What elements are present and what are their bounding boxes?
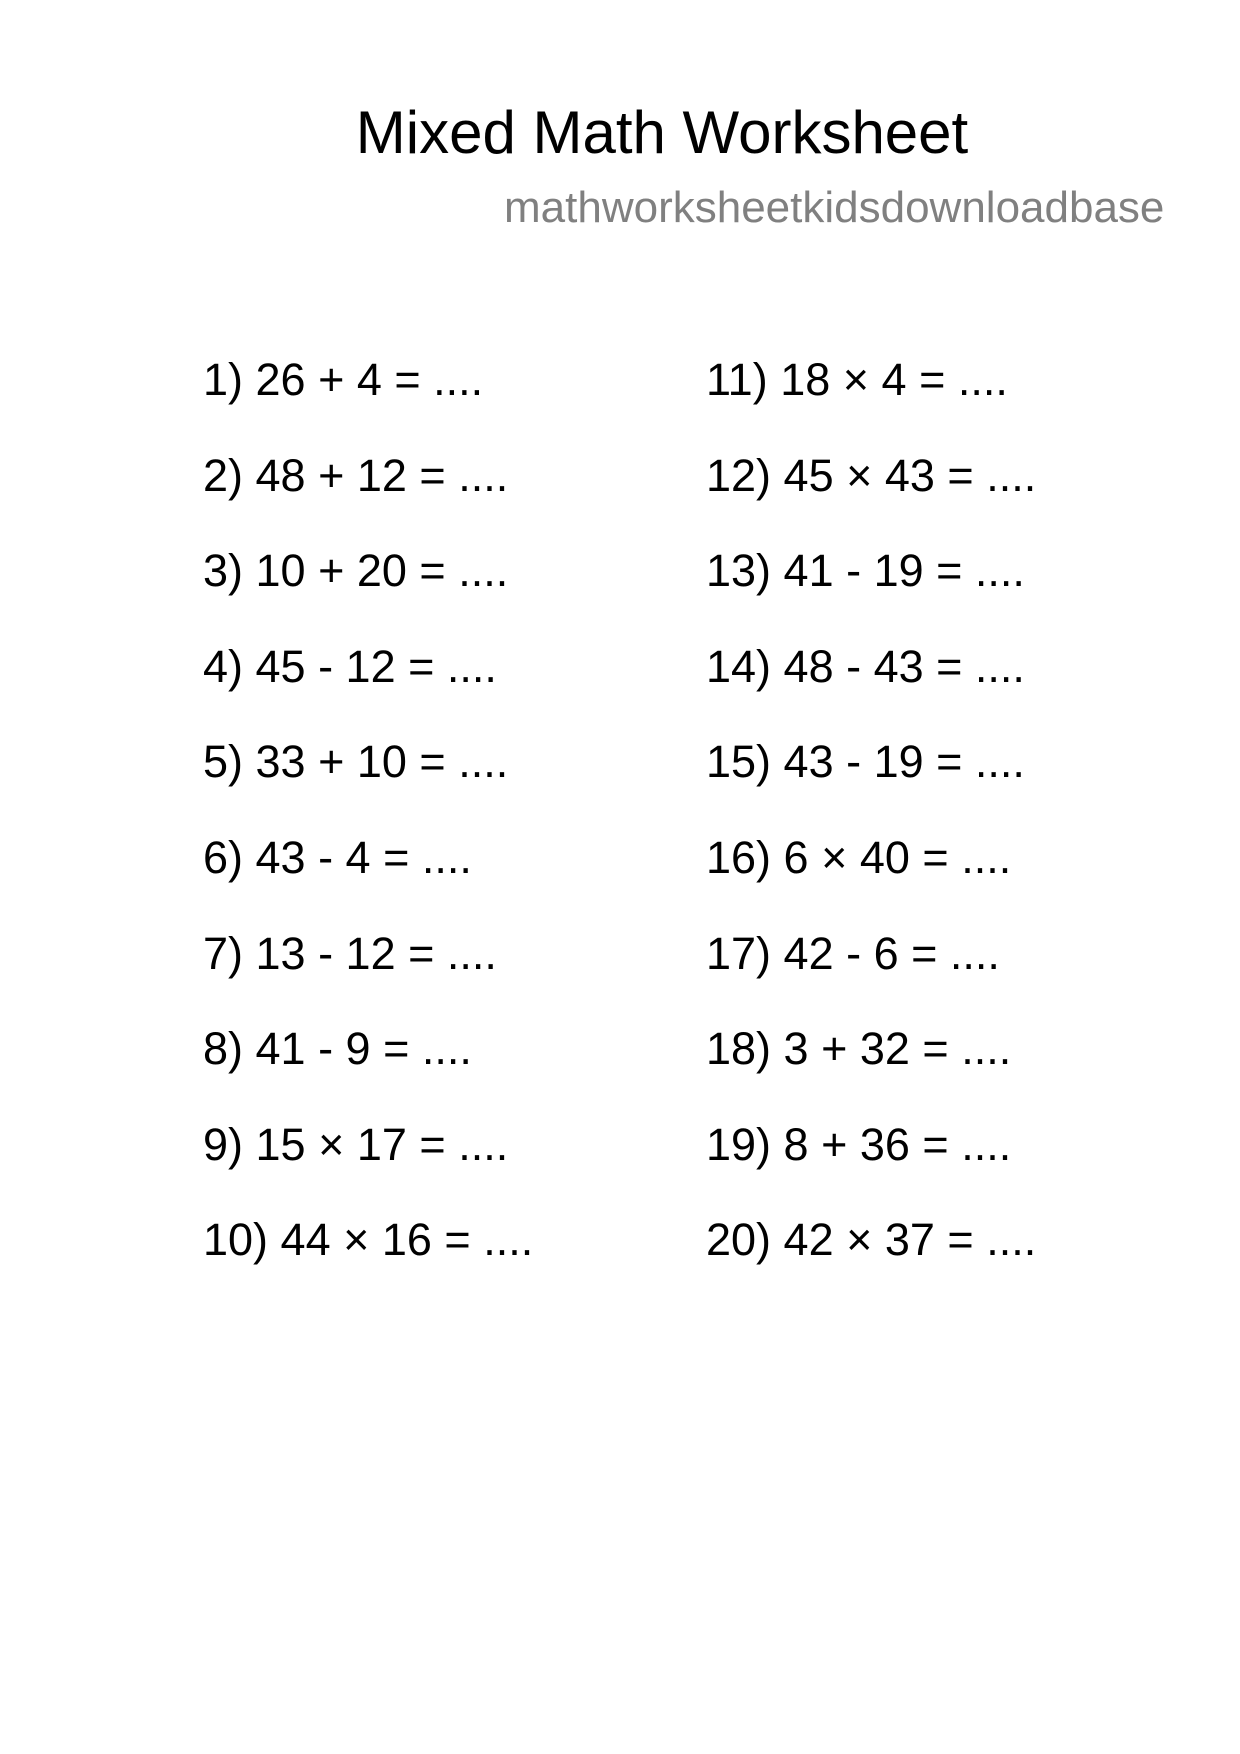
problem-item: 12) 45 × 43 = .... — [706, 449, 1037, 501]
problem-item: 13) 41 - 19 = .... — [706, 545, 1025, 597]
problem-item: 18) 3 + 32 = .... — [706, 1023, 1012, 1075]
problem-item: 1) 26 + 4 = .... — [203, 354, 484, 405]
problem-item: 17) 42 - 6 = .... — [706, 927, 1000, 979]
problem-item: 19) 8 + 36 = .... — [706, 1118, 1012, 1170]
problem-item: 5) 33 + 10 = .... — [203, 736, 509, 788]
problem-item: 10) 44 × 16 = .... — [203, 1214, 534, 1266]
problems-column-right — [706, 352, 1036, 1308]
worksheet-title: Mixed Math Worksheet — [355, 99, 969, 166]
problem-item: 16) 6 × 40 = .... — [706, 831, 1012, 883]
worksheet-subtitle: mathworksheetkidsdownloadbase — [504, 183, 1165, 232]
problem-item: 14) 48 - 43 = .... — [706, 640, 1025, 692]
problem-item: 6) 43 - 4 = .... — [203, 831, 472, 883]
problem-item: 3) 10 + 20 = .... — [203, 545, 509, 597]
problem-item: 9) 15 × 17 = .... — [203, 1118, 509, 1170]
problems-column-left — [203, 352, 533, 1308]
problem-item: 11) 18 × 4 = .... — [706, 354, 1008, 405]
problem-item: 8) 41 - 9 = .... — [203, 1023, 472, 1075]
problem-item: 2) 48 + 12 = .... — [203, 449, 509, 501]
problem-item: 15) 43 - 19 = .... — [706, 736, 1025, 788]
problem-item: 7) 13 - 12 = .... — [203, 927, 497, 979]
problem-item: 4) 45 - 12 = .... — [203, 640, 497, 692]
problem-item: 20) 42 × 37 = .... — [706, 1214, 1037, 1266]
